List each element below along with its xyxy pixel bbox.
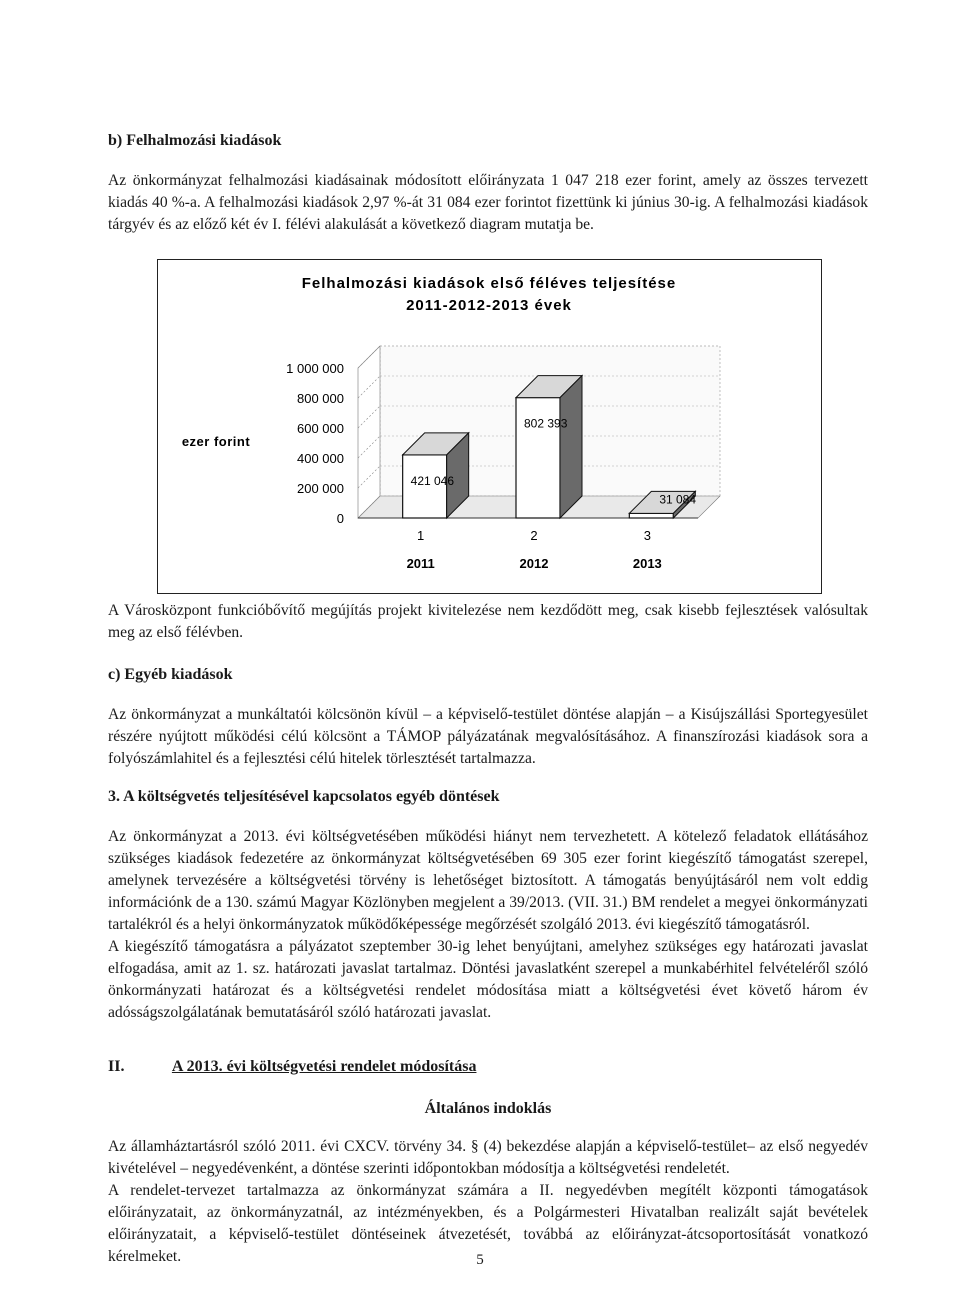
year-label: 2013: [632, 556, 662, 571]
data-label: 421 046: [410, 473, 455, 488]
x-tick-label: 3: [643, 528, 651, 543]
year-label: 2011: [406, 556, 435, 571]
section-c: [108, 664, 868, 686]
y-tick-label: 600 000: [297, 421, 344, 436]
section-3-paragraph-2: A kiegészítő támogatásra a pályázatot szeptember 30-ig lehet benyújtani, amelyhez szükséges egy határozati javaslat elfogadása, amit az 1. sz. határozati javaslat tartalmaz. Döntési javaslatként szerepel a munkabérhitel felvételéről szóló önkormányzati határozat és a költségvetési rendelet módosítása miatt a költségvetési évet követő három év adósságszolgálatának bemutatásáról szóló határozati javaslat.: [108, 938, 868, 1021]
x-tick-label: 1: [417, 528, 425, 543]
section-c-body: [108, 704, 868, 770]
chart-title: Felhalmozási kiadások első féléves teljesítése: [301, 275, 677, 292]
section-II-title: A 2013. évi költségvetési rendelet módosítása: [171, 1058, 477, 1075]
chart-note-paragraph: A Városközpont funkcióbővítő megújítás projekt kivitelezése nem kezdődött meg, csak kisebb fejlesztések valósultak meg az első félévben.: [108, 602, 868, 641]
section-b-body: [108, 170, 868, 236]
chart-note: [108, 600, 868, 644]
section-3-body: [108, 826, 868, 1024]
y-tick-label: 0: [336, 511, 344, 526]
y-tick-label: 800 000: [297, 391, 344, 406]
y-tick-label: 400 000: [297, 451, 344, 466]
section-II-paragraph-2: A rendelet-tervezet tartalmazza az önkormányzat számára a II. negyedévben megítélt központi támogatások előirányzatait, az önkormányzatnál, az intézményekben, és a Polgármesteri Hivatalban realizált saját bevételek előirányzatait, a képviselő-testület döntéseinek átvezetését, továbbá az előirányzat-átcsoportosítását vonatkozó kérelmeket.: [108, 1182, 868, 1265]
x-tick-label: 2: [530, 528, 538, 543]
section-II-header: [108, 1056, 868, 1078]
bar-side: [560, 376, 582, 518]
page-number: 5: [476, 1252, 484, 1268]
section-b-heading: b) Felhalmozási kiadások: [108, 132, 282, 149]
y-tick-label: 200 000: [297, 481, 344, 496]
section-II-body: [108, 1136, 868, 1268]
section-3: [108, 786, 868, 808]
side-wall: [358, 346, 380, 518]
chart-frame: [157, 259, 822, 594]
y-axis-label: ezer forint: [181, 434, 251, 449]
plot-area: [286, 346, 720, 571]
bar-chart: [158, 260, 821, 593]
data-label: 802 393: [524, 416, 568, 431]
section-c-paragraph: Az önkormányzat a munkáltatói kölcsönön kívül – a képviselő-testület döntése alapján – a Kisújszállási Sportegyesület részére nyújtott működési célú kölcsönt a TÁMOP pályázatának megvalósításához. A finanszírozási kiadások sora a folyószámlahitel és a fejlesztési célú hitelek törlesztését tartalmazza.: [108, 706, 868, 767]
section-II-number: II.: [108, 1058, 125, 1075]
year-label: 2012: [519, 556, 549, 571]
section-b: [108, 130, 868, 152]
y-tick-label: 1 000 000: [286, 361, 344, 376]
section-3-paragraph-1: Az önkormányzat a 2013. évi költségvetésében működési hiányt nem tervezhetett. A kötelező feladatok ellátásához szükséges kiadások fedezetére az önkormányzat költségvetésében 69 305 ezer forint kiegészítő támogatást szerepel, amelynek tervezésére a költségvetési törvény is lehetőséget biztosított. A támogatás benyújtásáról nem volt eddig információnk de a 130. számú Magyar Közlönyben megjelent a 39/2013. (VII. 31.) BM rendelet a megyei önkormányzati tartalékról és a helyi önkormányzatok működőképessége megőrzését szolgáló 2013. évi kiegészítő támogatásról.: [108, 828, 868, 933]
section-b-paragraph: Az önkormányzat felhalmozási kiadásainak módosított előirányzata 1 047 218 ezer forint, amely az összes tervezett kiadás 40 %-a. A felhalmozási kiadások 2,97 %-át 31 084 ezer forintot fizettünk ki június 30-ig. A felhalmozási kiadások tárgyév és az előző két év I. félévi alakulását a következő diagram mutatja be.: [108, 172, 868, 233]
section-II-subheading: Általános indoklás: [424, 1100, 552, 1117]
chart-subtitle: 2011-2012-2013 évek: [406, 297, 572, 314]
section-c-heading: c) Egyéb kiadások: [108, 666, 233, 683]
section-II-subheading-wrap: [108, 1098, 868, 1120]
section-II-paragraph-1: Az államháztartásról szóló 2011. évi CXCV. törvény 34. § (4) bekezdése alapján a képviselő-testület– az első negyedév kivételével – negyedévenként, a döntése szerinti időpontokban módosítja a költségvetési rendeletét.: [108, 1138, 868, 1177]
section-3-heading: 3. A költségvetés teljesítésével kapcsolatos egyéb döntések: [108, 788, 500, 805]
bar: [629, 513, 673, 518]
data-label: 31 084: [659, 492, 697, 507]
